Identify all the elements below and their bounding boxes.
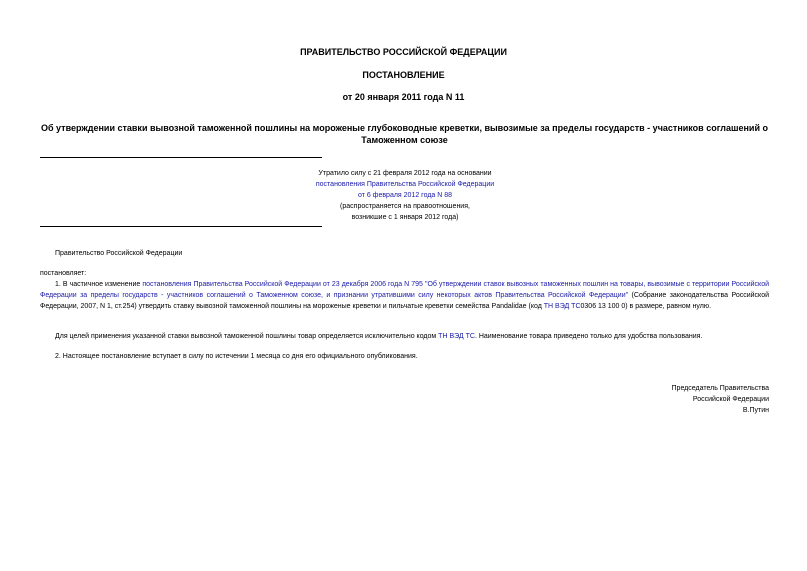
signature-title: Председатель Правительства [671, 385, 769, 392]
tnved-code-link[interactable]: ТН ВЭД ТС [543, 303, 581, 310]
p2-tail: . Наименование товара приведено только для удобства пользования. [474, 333, 703, 340]
issuer-text: Правительство Российской Федерации [55, 250, 183, 257]
paragraph-1 [40, 279, 769, 312]
paragraph-3: 2. Настоящее постановление вступает в силу по истечении 1 месяца со дня его официального опубликования. [55, 353, 418, 360]
repeal-decree-link[interactable]: постановления Правительства Российской Федерации [315, 181, 495, 188]
government-heading: ПРАВИТЕЛЬСТВО РОССИЙСКОЙ ФЕДЕРАЦИИ [300, 47, 507, 57]
status-note [248, 168, 562, 223]
status-note-line1: Утратило силу с 21 февраля 2012 года на основании [318, 170, 492, 177]
divider-top [40, 157, 322, 158]
status-note-line5: возникшие с 1 января 2012 года) [351, 214, 459, 221]
repeal-decree-date-link[interactable]: от 6 февраля 2012 года N 88 [357, 192, 453, 199]
status-note-line4: (распространяется на правоотношения, [340, 203, 470, 210]
signature-block [569, 383, 769, 416]
paragraph-2 [40, 331, 769, 342]
p1-code: 0306 13 100 0) в размере, равном нулю. [580, 303, 712, 310]
date-number-heading: от 20 января 2011 года N 11 [342, 92, 465, 102]
document-title: Об утверждении ставки вывозной таможенной пошлины на мороженые глубоководные креветки, вывозимые за пределы государств - участников соглашений о Таможенном союзе [41, 123, 768, 145]
p1-lead: 1. В частичное изменение [55, 281, 143, 288]
p2-lead: Для целей применения указанной ставки вывозной таможенной пошлины товар определяется исключительно кодом [55, 333, 439, 340]
signature-name: В.Путин [742, 407, 769, 414]
decree-795-link[interactable]: постановления Правительства Российской Федерации от 23 декабря 2006 года N 795 "Об утверждении ставок вывозных таможенных пошлин на товары, вывозимые с территории Российской Федерации за пределы государств - участников соглашений о Таможенном союзе, и признании утратившими силу некоторых актов Правительства Российской Федерации" [40, 281, 769, 299]
document-type-heading: ПОСТАНОВЛЕНИЕ [362, 70, 445, 80]
divider-bottom [40, 226, 322, 227]
p1-mid: (Собрание законодательства Российской Федерации, 2007, N 1, ст.254) утвердить ставку вывозной таможенной пошлины на мороженые креветки и пильчатые креветки семейства Pandalidae (код [40, 292, 769, 310]
decrees-text: постановляет: [40, 270, 87, 277]
signature-org: Российской Федерации [692, 396, 769, 403]
tnved-link[interactable]: ТН ВЭД ТС [438, 333, 475, 340]
